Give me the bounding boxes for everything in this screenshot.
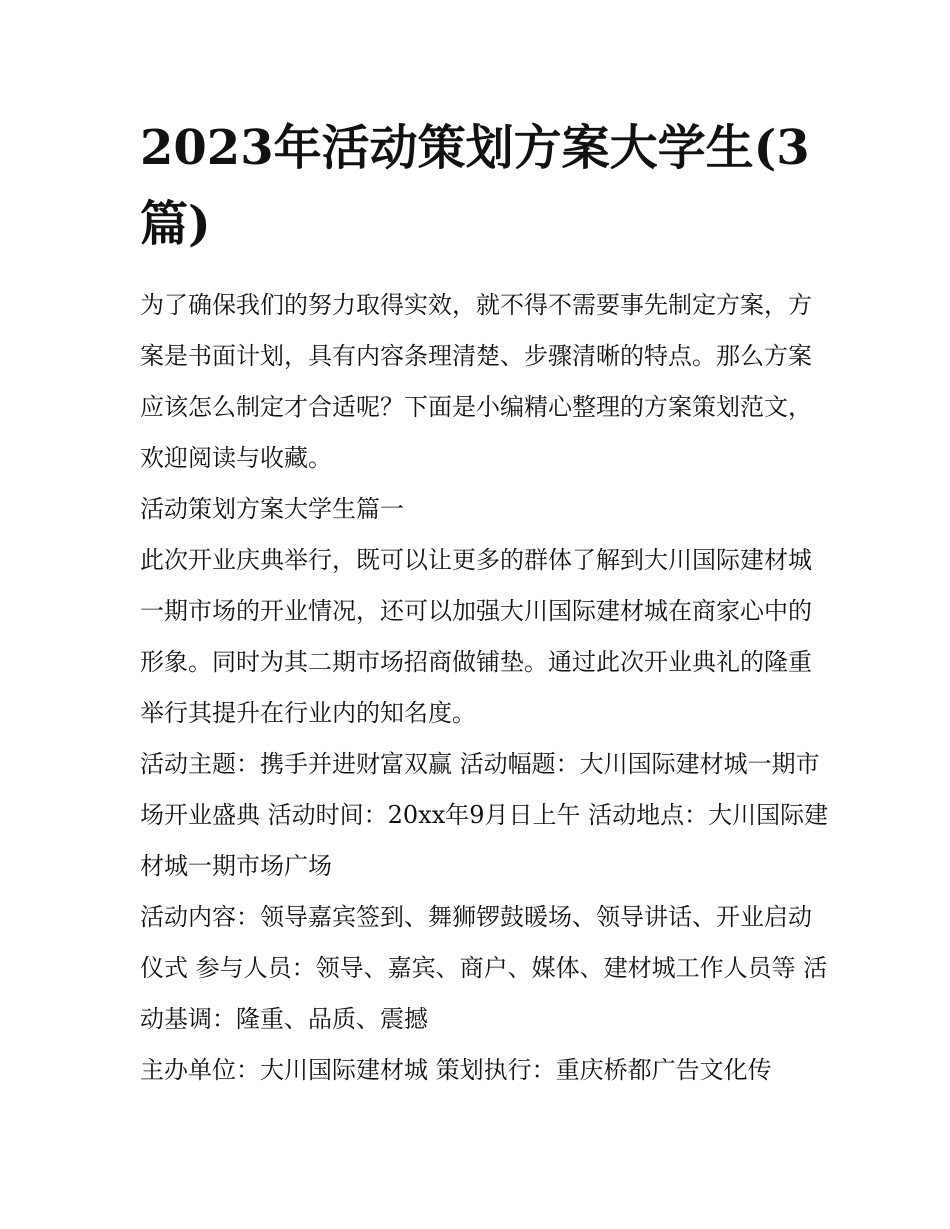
- document-title: 2023年活动策划方案大学生(3篇): [140, 120, 810, 252]
- body-paragraph: 此次开业庆典举行，既可以让更多的群体了解到大川国际建材城一期市场的开业情况，还可以加强大川国际建材城在商家心中的形象。同时为其二期市场招商做铺垫。通过此次开业典礼的隆重举行其提升在行业内的知名度。: [140, 546, 812, 727]
- organizer-paragraph: 主办单位：大川国际建材城 策划执行：重庆桥都广告文化传: [140, 1056, 772, 1084]
- activity-content-paragraph: 活动内容：领导嘉宾签到、舞狮锣鼓暖场、领导讲话、开业启动仪式 参与人员：领导、嘉宾、商户、媒体、建材城工作人员等 活动基调：隆重、品质、震撼: [140, 903, 828, 1033]
- intro-paragraph: 为了确保我们的努力取得实效，就不得不需要事先制定方案，方案是书面计划，具有内容条理清楚、步骤清晰的特点。那么方案应该怎么制定才合适呢？下面是小编精心整理的方案策划范文，欢迎阅读与收藏。: [140, 291, 812, 472]
- section-heading: 活动策划方案大学生篇一: [140, 495, 404, 523]
- activity-details-paragraph: 活动主题：携手并进财富双赢 活动幅题：大川国际建材城一期市场开业盛典 活动时间：20xx年9月日上午 活动地点：大川国际建材城一期市场广场: [140, 750, 829, 880]
- document-page: [140, 110, 830, 1096]
